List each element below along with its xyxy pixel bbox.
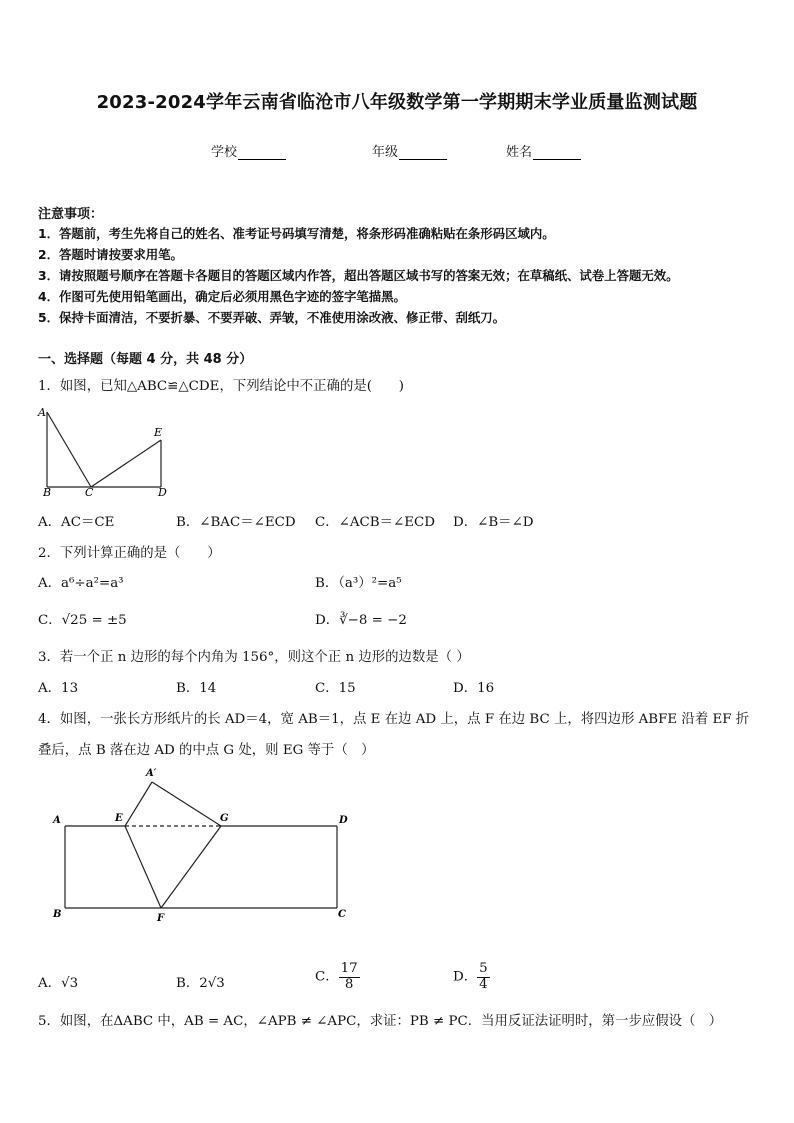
q4-option-c-fraction [339, 962, 360, 992]
name-blank [533, 146, 581, 160]
q4-stem-line1: 4．如图，一张长方形纸片的长 AD＝4，宽 AB＝1，点 E 在边 AD 上，点 F 在边 BC 上，将四边形 ABFE 沿着 EF 折 [38, 712, 750, 727]
q2-option-d[interactable]: D．∛−8 = −2 [315, 613, 407, 628]
q4-option-c-numerator: 17 [340, 961, 358, 976]
q3-option-d[interactable]: D．16 [453, 681, 495, 696]
q4-label-c: C [338, 909, 346, 920]
q5-stem: 5．如图，在ΔABC 中，AB = AC，∠APB ≠ ∠APC，求证：PB ≠ PC．当用反证法证明时，第一步应假设（ ） [38, 1014, 723, 1029]
q4-option-a[interactable] [38, 972, 78, 991]
school-label: 学校 [211, 145, 238, 160]
q4-option-b[interactable] [176, 972, 225, 991]
q3-option-c[interactable]: C．15 [315, 681, 356, 696]
notice-item: 3．请按照题号顺序在答题卡各题目的答题区域内作答，超出答题区域书写的答案无效；在草稿纸、试卷上答题无效。 [38, 268, 679, 283]
q4-option-a-label: A． [38, 976, 62, 991]
q4-stem-line2: 叠后，点 B 落在边 AD 的中点 G 处，则 EG 等于（ ） [38, 743, 375, 758]
q1-label-e: E [154, 426, 163, 439]
q4-option-a-value: √3 [61, 976, 79, 991]
q4-label-d: D [339, 815, 348, 826]
grade-label: 年级 [372, 145, 399, 160]
q4-option-b-value: 2√3 [199, 976, 225, 991]
q4-option-c[interactable] [315, 962, 360, 992]
q3-option-b[interactable]: B．14 [176, 681, 217, 696]
q1-label-c: C [85, 486, 94, 498]
school-field [211, 141, 286, 160]
q3-stem: 3．若一个正 n 边形的每个内角为 156°，则这个正 n 边形的边数是（ ） [38, 650, 470, 665]
q4-label-b: B [53, 909, 62, 920]
q4-option-c-denominator: 8 [344, 976, 354, 992]
section-heading: 一、选择题（每题 4 分，共 48 分） [38, 352, 253, 367]
name-field [506, 141, 581, 160]
q4-option-d-label: D． [453, 969, 478, 985]
q1-label-b: B [43, 486, 52, 498]
q1-stem: 1．如图，已知△ABC≌△CDE，下列结论中不正确的是( ) [38, 379, 404, 394]
notice-heading: 注意事项： [38, 207, 104, 222]
notice-item: 2．答题时请按要求用笔。 [38, 247, 183, 262]
q4-option-d-fraction [477, 962, 490, 992]
q2-option-a[interactable]: A．a⁶÷a²=a³ [38, 576, 124, 591]
notice-item: 4．作图可先使用铅笔画出，确定后必须用黑色字迹的签字笔描黑。 [38, 289, 406, 304]
q1-option-a[interactable]: A．AC＝CE [38, 515, 115, 530]
notice-item: 5．保持卡面清洁，不要折暴、不要弄破、弄皱，不准使用涂改液、修正带、刮纸刀。 [38, 310, 506, 325]
q1-option-c[interactable]: C．∠ACB＝∠ECD [315, 515, 435, 530]
q4-label-f: F [157, 913, 165, 924]
name-label: 姓名 [506, 145, 533, 160]
q4-option-b-label: B． [176, 976, 200, 991]
q1-label-d: D [158, 486, 167, 498]
q3-option-a[interactable]: A．13 [38, 681, 79, 696]
q1-label-a: A [38, 406, 46, 419]
grade-field [372, 141, 447, 160]
q4-label-g: G [220, 813, 229, 824]
q1-option-b[interactable]: B．∠BAC＝∠ECD [176, 515, 296, 530]
grade-blank [399, 146, 447, 160]
q4-label-a-prime: A′ [146, 768, 157, 779]
school-blank [238, 146, 286, 160]
q4-option-d-numerator: 5 [479, 961, 488, 976]
q4-figure [48, 765, 358, 925]
q2-option-b[interactable]: B．（a³）²=a⁵ [315, 576, 402, 591]
q2-stem: 2．下列计算正确的是（ ） [38, 546, 221, 561]
notice-item: 1．答题前，考生先将自己的姓名、准考证号码填写清楚，将条形码准确粘贴在条形码区域内。 [38, 226, 555, 241]
q4-option-d-denominator: 4 [479, 976, 488, 992]
page-title: 2023-2024学年云南省临沧市八年级数学第一学期期末学业质量监测试题 [96, 92, 698, 113]
q4-option-c-label: C． [315, 969, 339, 985]
q1-figure [34, 402, 174, 498]
q4-option-d[interactable] [453, 962, 490, 992]
q4-label-a: A [53, 815, 61, 826]
q1-option-d[interactable]: D．∠B＝∠D [453, 515, 534, 530]
q2-option-c[interactable]: C．√25 = ±5 [38, 613, 127, 628]
q4-label-e: E [115, 813, 123, 824]
